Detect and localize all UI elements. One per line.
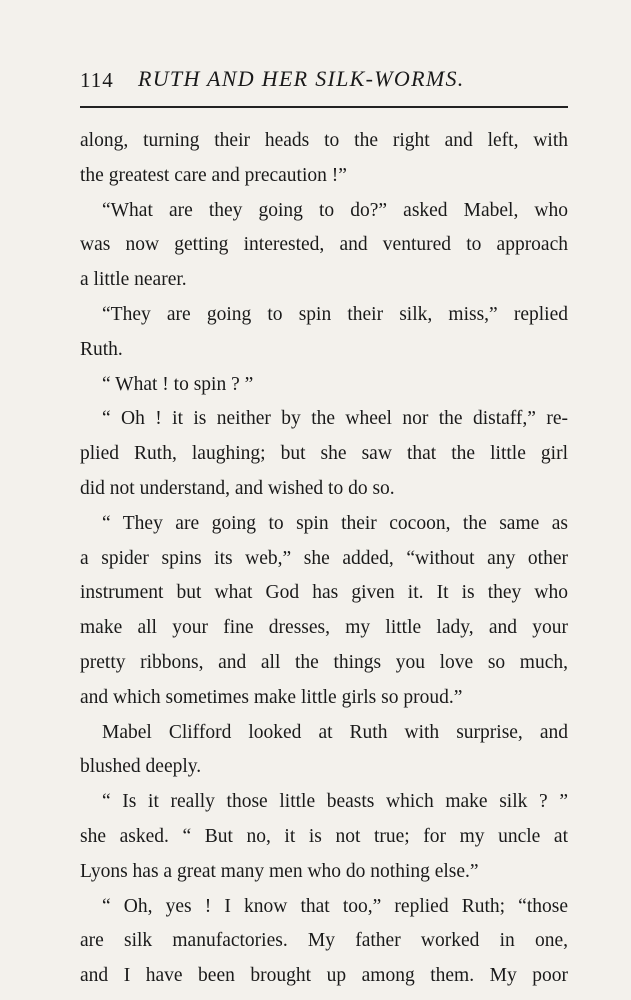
text-line-14: instrument but what God has given it. It is they who <box>80 582 568 604</box>
text-line-11: did not understand, and wished to do so. <box>80 477 395 499</box>
text-line-1: along, turning their heads to the right and left, with <box>80 130 568 151</box>
header-rule <box>80 106 568 108</box>
text-line-16: pretty ribbons, and all the things you love so much, <box>80 651 568 673</box>
page-number: 114 <box>80 68 114 92</box>
text-line-12: “ They are going to spin their cocoon, the same as <box>102 512 568 534</box>
text-line-13: a spider spins its web,” she added, “without any other <box>80 547 568 569</box>
page-header <box>80 64 568 98</box>
text-line-20: “ Is it really those little beasts which make silk ? ” <box>102 791 568 813</box>
text-line-25: and I have been brought up among them. My poor <box>80 965 568 987</box>
text-line-9: “ Oh ! it is neither by the wheel nor the distaff,” re- <box>102 408 568 430</box>
text-line-7: Ruth. <box>80 338 123 360</box>
text-line-4: was now getting interested, and ventured to approach <box>80 234 568 256</box>
text-line-2: the greatest care and precaution !” <box>80 164 347 186</box>
text-line-6: “They are going to spin their silk, miss,” replied <box>102 303 568 325</box>
text-line-21: she asked. “ But no, it is not true; for my uncle at <box>80 825 568 847</box>
body-text <box>80 124 568 994</box>
text-line-19: blushed deeply. <box>80 756 202 778</box>
text-line-17: and which sometimes make little girls so proud.” <box>80 686 463 708</box>
text-line-5: a little nearer. <box>80 269 187 291</box>
text-line-10: plied Ruth, laughing; but she saw that the little girl <box>80 443 568 465</box>
text-line-24: are silk manufactories. My father worked in one, <box>80 930 568 952</box>
text-line-8: “ What ! to spin ? ” <box>102 373 254 395</box>
text-line-3: “What are they going to do?” asked Mabel, who <box>102 199 568 221</box>
text-line-15: make all your fine dresses, my little lady, and your <box>80 617 568 639</box>
text-line-22: Lyons has a great many men who do nothing else.” <box>80 860 479 882</box>
text-line-23: “ Oh, yes ! I know that too,” replied Ruth; “those <box>102 895 568 917</box>
text-line-18: Mabel Clifford looked at Ruth with surprise, and <box>102 721 568 743</box>
running-head: RUTH AND HER SILK-WORMS. <box>138 66 465 91</box>
